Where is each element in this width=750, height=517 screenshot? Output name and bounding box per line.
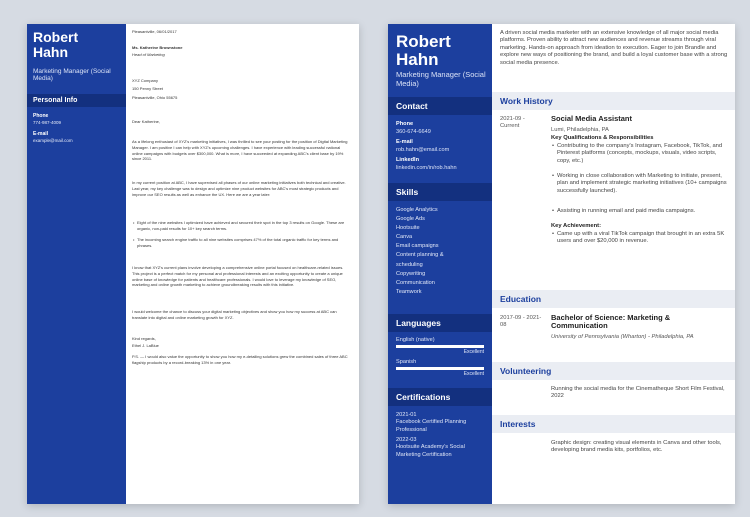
language-name: English (native) xyxy=(396,337,435,343)
skill-item: Google Ads xyxy=(396,216,425,223)
skill-item: Content planning & xyxy=(396,252,444,259)
certification-item xyxy=(396,412,488,434)
achievement-bullet: • Came up with a viral TikTok campaign that brought in an extra 5K users and over $20,000 in revenue. xyxy=(557,231,729,246)
company-street: 150 Penny Street xyxy=(132,86,163,91)
language-level-bar xyxy=(396,367,484,370)
resume-linkedin-label: LinkedIn xyxy=(396,157,419,163)
volunteering-text: Running the social media for the Cinematheque Short Film Festival, 2022 xyxy=(551,386,725,400)
language-level-bar xyxy=(396,345,484,348)
recipient-title: Head of Marketing xyxy=(132,52,165,57)
closing: Kind regards, xyxy=(132,336,156,341)
volunteering-heading: Volunteering xyxy=(492,362,735,380)
resume-main xyxy=(492,24,735,504)
job-bullet: • Assisting in running email and paid media campaigns. xyxy=(557,208,729,215)
resume-sidebar xyxy=(388,24,492,504)
skill-item: Teamwork xyxy=(396,288,422,295)
resume-name: Robert Hahn xyxy=(396,32,451,69)
recipient-name: Ms. Katherine Brownstone xyxy=(132,45,183,50)
languages-heading: Languages xyxy=(388,314,492,332)
skill-item: Hootsuite xyxy=(396,225,420,232)
phone-label: Phone xyxy=(33,113,49,119)
paragraph-2: In my current position at ABC, I have supervised all phases of our online marketing initiatives both technical and creative. Last year, my key challenge was to design and optimize nine product websites for ABC's most strategic products and improve our SEO results as well as enhance the UX. Here we are a year later: xyxy=(132,180,346,197)
phone-value: 774-987-4009 xyxy=(33,120,62,125)
letter-bullet-1: • Eight of the nine websites I optimized have achieved and secured their spot in the top 3 results on Google. These are organic, non-paid results for 10+ key search terms. xyxy=(137,220,351,232)
interests-heading: Interests xyxy=(492,415,735,433)
paragraph-3: I know that XYZ's current plans involve developing a comprehensive online portal focused on healthcare-related issues. This project is a perfect match for my personal and professional interests and an exciting opportunity to create a unique online base of knowledge for patients and healthcare professionals. I would love to leverage my knowledge of SEO, marketing and online growth marketing to achieve groundbreaking results with this initiative. xyxy=(132,265,344,288)
job-bullet: • Working in close collaboration with Marketing to initiate, present, plan and implement strategic marketing initiatives (10+ campaigns successfully launched). xyxy=(557,173,729,195)
certifications-heading: Certifications xyxy=(388,388,492,406)
cover-letter-job-title: Marketing Manager (Social Media) xyxy=(33,68,111,83)
cover-letter-name: Robert Hahn xyxy=(33,29,79,60)
profile-summary: A driven social media marketer with an extensive knowledge of all major social media platforms. Proven ability to attract new audiences and revenue streams through viral marketing. Hands-on approach from ideation to execution. Eager to join Brandle and explore new ways of positioning the brand, and build a loyal customer base with a strong social media presence. xyxy=(500,30,728,66)
language-level: Excellent xyxy=(463,349,484,355)
email-label: E-mail xyxy=(33,131,49,137)
language-level: Excellent xyxy=(463,371,484,377)
skill-item: Canva xyxy=(396,234,413,241)
certification-text: Facebook Certified Planning Professional xyxy=(396,419,467,433)
skill-item: scheduling xyxy=(396,261,423,268)
language-name: Spanish xyxy=(396,359,417,365)
resume-page xyxy=(388,24,735,504)
job-company: Lumi, Philadelphia, PA xyxy=(551,127,609,133)
resume-phone-label: Phone xyxy=(396,121,414,127)
cover-letter-sidebar xyxy=(27,24,126,504)
education-degree: Bachelor of Science: Marketing & Communication xyxy=(551,313,671,331)
skill-item: Communication xyxy=(396,279,435,286)
company-city: Pleasantville, Ohio 55675 xyxy=(132,95,178,100)
signature-name: Ethel J. LaBlue xyxy=(132,343,159,348)
greeting: Dear Katherine, xyxy=(132,119,161,124)
certification-year: 2022-03 xyxy=(396,437,417,443)
interests-text: Graphic design: creating visual elements in Canva and other tools, developing brand media kits, portfolios, etc. xyxy=(551,440,722,454)
certification-item xyxy=(396,437,488,459)
skill-item: Google Analytics xyxy=(396,207,438,213)
job-dates: 2021-09 - Current xyxy=(500,116,525,130)
job-title: Social Media Assistant xyxy=(551,114,632,123)
skills-list xyxy=(396,206,488,297)
skill-item: Email campaigns xyxy=(396,243,439,250)
email-value: example@mail.com xyxy=(33,138,73,143)
resume-phone: 360-674-6649 xyxy=(396,129,431,135)
personal-info-heading: Personal Info xyxy=(27,94,126,107)
paragraph-1: As a lifelong enthusiast of XYZ's marketing initiatives, I was thrilled to see your posting for the position of Digital Marketing Manager. I am positive I can help with XYZ's upcoming challenges. I have experience with leading successful national online campaigns with budgets over $300,000. What is more, I have succeeded at expanding ABC's client base by 19% since 2011. xyxy=(132,139,348,162)
key-qualifications-heading: Key Qualifications & Responsibilities xyxy=(551,135,654,141)
certification-year: 2021-01 xyxy=(396,412,417,418)
contact-heading: Contact xyxy=(388,97,492,115)
cover-letter-page xyxy=(27,24,359,504)
letter-bullet-2: • The incoming search engine traffic to all nine websites comprises 47% of the total organic traffic for key terms and phrases. xyxy=(137,237,351,249)
education-heading: Education xyxy=(492,290,735,308)
work-history-heading: Work History xyxy=(492,92,735,110)
company-name: XYZ Company xyxy=(132,78,159,83)
skill-item: Copywriting xyxy=(396,270,426,277)
education-school: University of Pennsylvania (Wharton) - Philadelphia, PA xyxy=(551,334,694,340)
resume-job-title: Marketing Manager (Social Media) xyxy=(396,70,486,88)
resume-email-label: E-mail xyxy=(396,139,413,145)
postscript: P.S. — I would also value the opportunity to show you how my e-detailing solutions grew the combined sales of three ABC flagship products by a record-breaking 13% in one year. xyxy=(132,354,348,365)
education-dates: 2017-09 - 2021-08 xyxy=(500,315,542,329)
resume-linkedin[interactable]: linkedin.com/in/rob.hahn xyxy=(396,165,457,171)
key-achievement-heading: Key Achievement: xyxy=(551,223,602,229)
skills-heading: Skills xyxy=(388,183,492,201)
resume-email[interactable]: rob.hahn@email.com xyxy=(396,147,450,153)
paragraph-4: I would welcome the chance to discuss your digital marketing objectives and show you how my success at ABC can translate into digital and online marketing growth for XYZ. xyxy=(132,309,337,320)
certification-text: Hootsuite Academy's Social Marketing Certification xyxy=(396,444,465,458)
job-bullet: • Contributing to the company's Instagram, Facebook, TikTok, and Pinterest platforms (concepts, mockups, visuals, video scripts, copy, etc.) xyxy=(557,143,729,165)
letter-date: Pleasantville, 06/01/2017 xyxy=(132,29,177,34)
